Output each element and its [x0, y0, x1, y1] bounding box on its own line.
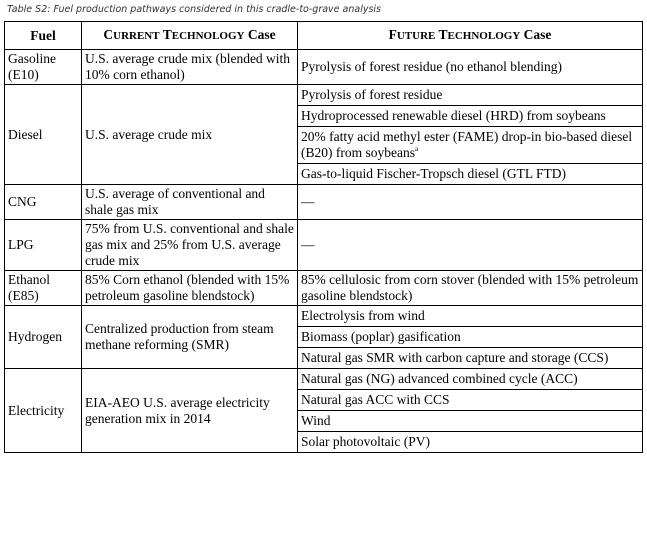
future-item: Wind [298, 411, 642, 432]
fuel-cell: Diesel [5, 85, 82, 185]
table-row [5, 185, 643, 220]
header-future-uture: UTURE [396, 30, 436, 42]
future-item: Hydroprocessed renewable diesel (HRD) from soybeans [298, 106, 642, 127]
header-current-urrent: URRENT [113, 30, 160, 42]
header-current-case: Case [244, 27, 276, 42]
table-row [5, 85, 643, 185]
header-current-echnology: ECHNOLOGY [171, 30, 245, 42]
header-current-technology [82, 22, 298, 50]
future-item: Biomass (poplar) gasification [298, 327, 642, 348]
future-item-text: 20% fatty acid methyl ester (FAME) drop-in bio-based diesel (B20) from soybeans [301, 129, 633, 160]
header-current-t: T [162, 27, 172, 42]
future-item: Natural gas ACC with CCS [298, 390, 642, 411]
current-cell: Centralized production from steam methane reforming (SMR) [82, 306, 298, 369]
fuel-cell: Ethanol (E85) [5, 271, 82, 306]
future-item: Electrolysis from wind [298, 306, 642, 327]
table-row [5, 306, 643, 369]
future-cell [298, 369, 643, 453]
table-row [5, 50, 643, 85]
future-cell: Pyrolysis of forest residue (no ethanol blending) [298, 50, 643, 85]
footnote-marker: a [414, 145, 419, 153]
table-row [5, 369, 643, 453]
current-cell: 85% Corn ethanol (blended with 15% petroleum gasoline blendstock) [82, 271, 298, 306]
current-cell: U.S. average crude mix [82, 85, 298, 185]
header-future-technology [298, 22, 643, 50]
fuel-cell: Gasoline (E10) [5, 50, 82, 85]
header-current-c: C [103, 27, 114, 42]
fuel-cell: Hydrogen [5, 306, 82, 369]
header-future-echnology: ECHNOLOGY [447, 30, 521, 42]
future-item [298, 127, 642, 164]
future-cell [298, 85, 643, 185]
future-cell: — [298, 220, 643, 271]
current-cell: U.S. average of conventional and shale gas mix [82, 185, 298, 220]
current-cell: 75% from U.S. conventional and shale gas mix and 25% from U.S. average crude mix [82, 220, 298, 271]
future-item: Natural gas SMR with carbon capture and storage (CCS) [301, 350, 609, 365]
future-cell: — [298, 185, 643, 220]
fuel-cell: Electricity [5, 369, 82, 453]
header-future-f: F [388, 27, 397, 42]
header-future-case: Case [520, 27, 552, 42]
future-cell: 85% cellulosic from corn stover (blended with 15% petroleum gasoline blendstock) [298, 271, 643, 306]
current-cell: EIA-AEO U.S. average electricity generation mix in 2014 [82, 369, 298, 453]
fuel-cell: LPG [5, 220, 82, 271]
current-cell: U.S. average crude mix (blended with 10% corn ethanol) [82, 50, 298, 85]
future-cell [298, 306, 643, 369]
future-item: Solar photovoltaic (PV) [301, 434, 430, 449]
header-fuel: Fuel [5, 22, 82, 50]
fuel-pathways-table [4, 21, 643, 453]
fuel-cell: CNG [5, 185, 82, 220]
future-item: Gas-to-liquid Fischer-Tropsch diesel (GTL FTD) [301, 166, 566, 181]
header-future-t: T [438, 27, 448, 42]
table-row [5, 220, 643, 271]
future-item: Natural gas (NG) advanced combined cycle (ACC) [298, 369, 642, 390]
table-caption: Table S2: Fuel production pathways considered in this cradle-to-grave analysis [7, 4, 382, 15]
header-row [5, 22, 643, 50]
table-row [5, 271, 643, 306]
future-item: Pyrolysis of forest residue [298, 85, 642, 106]
